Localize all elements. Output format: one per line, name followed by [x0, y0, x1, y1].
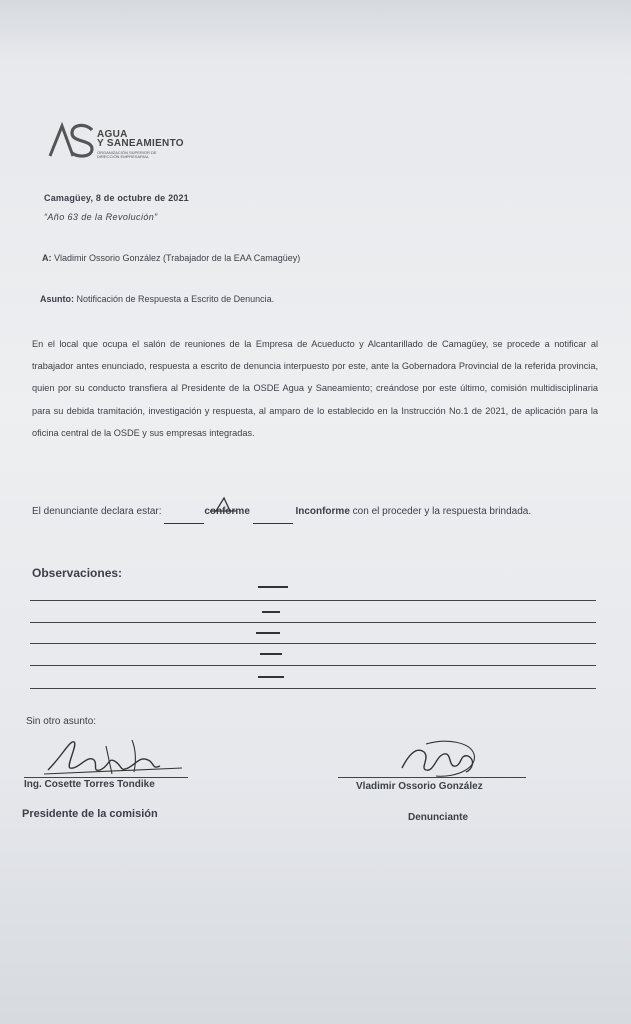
subject-text: Notificación de Respuesta a Escrito de Denuncia. — [76, 294, 275, 304]
body-paragraph: En el local que ocupa el salón de reuniones de la Empresa de Acueducto y Alcantarillado de Camagüey, se procede a notificar al trabajador antes enunciado, respuesta a escrito de denuncia interpuesto por este, ante la Gobernadora Provincial de la referida provincia, quien por su conducto transfiera al Presidente de la OSDE Agua y Saneamiento; creándose por este último, comisión multidisciplinaria para su debida tramitación, investigación y respuesta, al amparo de lo establecido en la Instrucción No.1 de 2021, de aplicación para la oficina central de la OSDE y sus empresas integradas. — [32, 339, 598, 438]
signatory-name-1: Ing. Cosette Torres Tondike — [24, 779, 155, 790]
observation-line — [30, 643, 596, 644]
signature-line-2 — [338, 777, 526, 778]
observation-line — [30, 688, 596, 689]
signature-handwritten-1 — [36, 726, 186, 782]
conforme-blank — [164, 501, 204, 524]
observation-line — [30, 665, 596, 666]
declaration-part1: El denunciante declara estar: — [32, 506, 162, 517]
signatory-role-1: Presidente de la comisión — [22, 808, 158, 820]
recipient-prefix: A: — [42, 253, 52, 263]
subject-label: Asunto: — [40, 294, 74, 304]
closing-text: Sin otro asunto: — [26, 716, 97, 727]
subject-line — [40, 294, 274, 304]
signatory-name-2: Vladimir Ossorio González — [356, 781, 483, 792]
conforme-check-mark — [206, 495, 240, 513]
inconforme-label: Inconforme — [295, 506, 350, 517]
observation-dash — [262, 611, 280, 613]
declaration-part2: con el proceder y la respuesta brindada. — [352, 506, 532, 517]
observation-dash — [258, 586, 288, 588]
brand-subtitle: ORGANIZACIÓN SUPERIOR DE DIRECCIÓN EMPRESARIAL — [97, 150, 157, 159]
observation-line — [30, 600, 596, 601]
company-logo — [46, 122, 96, 158]
recipient-line — [42, 253, 300, 263]
observations-title: Observaciones: — [32, 566, 123, 580]
document-date: Camagüey, 8 de octubre de 2021 — [44, 193, 189, 203]
declaration-line — [32, 501, 598, 524]
observation-dash — [258, 676, 284, 678]
brand-name — [97, 130, 184, 148]
year-motto: “Año 63 de la Revolución” — [44, 212, 158, 222]
observation-dash — [256, 632, 280, 634]
observation-line — [30, 622, 596, 623]
inconforme-blank — [253, 501, 293, 524]
brand-line2: Y SANEAMIENTO — [97, 138, 184, 149]
signature-line-1 — [24, 777, 188, 778]
conforme-label: conforme — [204, 506, 250, 517]
observation-dash — [260, 653, 282, 655]
brand-line1: AGUA — [97, 129, 128, 140]
signatory-role-2: Denunciante — [408, 812, 469, 823]
recipient-text: Vladimir Ossorio González (Trabajador de la EAA Camagüey) — [54, 253, 301, 263]
